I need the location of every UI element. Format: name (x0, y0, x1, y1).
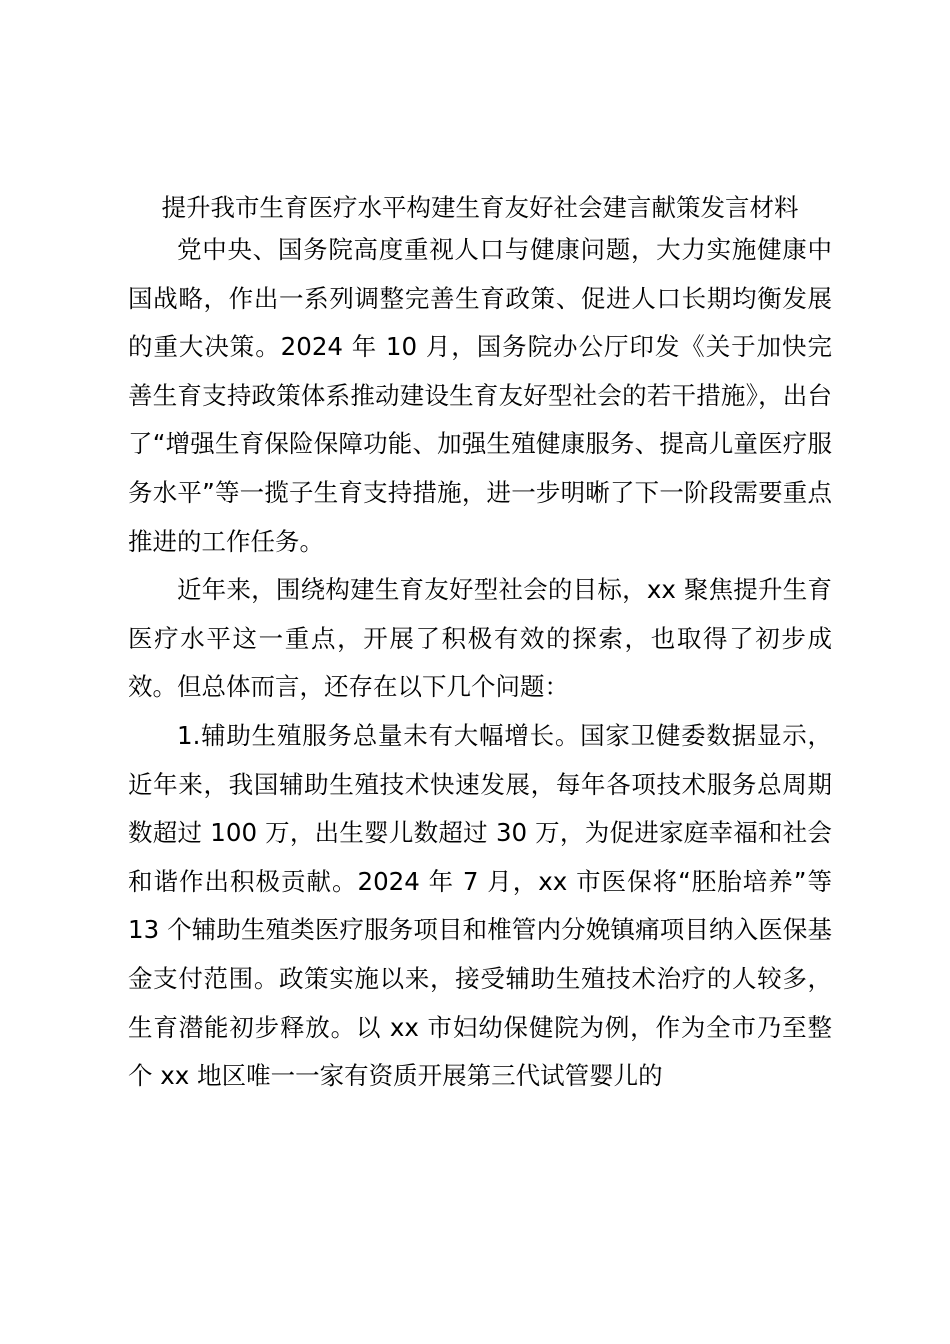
document-title: 提升我市生育医疗水平构建生育友好社会建言献策发言材料 (161, 193, 799, 222)
document-body (128, 184, 832, 1101)
paragraph-problems-intro: 近年来，围绕构建生育友好型社会的目标，xx 聚焦提升生育医疗水平这一重点，开展了积极有效的探索，也取得了初步成效。但总体而言，还存在以下几个问题： (128, 575, 832, 702)
paragraph-issue-1: 1.辅助生殖服务总量未有大幅增长。国家卫健委数据显示，近年来，我国辅助生殖技术快速发展，每年各项技术服务总周期数超过 100 万，出生婴儿数超过 30 万，为促进家庭幸福和社会和谐作出积极贡献。2024 年 7 月，xx 市医保将“胚胎培养”等 13 个辅助生殖类医疗服务项目和椎管内分娩镇痛项目纳入医保基金支付范围。政策实施以来，接受辅助生殖技术治疗的人较多，生育潜能初步释放。以 xx 市妇幼保健院为例，作为全市乃至整个 xx 地区唯一一家有资质开展第三代试管婴儿的 (128, 720, 832, 1091)
paragraph-policy-background: 党中央、国务院高度重视人口与健康问题，大力实施健康中国战略，作出一系列调整完善生育政策、促进人口长期均衡发展的重大决策。2024 年 10 月，国务院办公厅印发《关于加快完善生育支持政策体系推动建设生育友好型社会的若干措施》，出台了“增强生育保险保障功能、加强生殖健康服务、提高儿童医疗服务水平”等一揽子生育支持措施，进一步明晰了下一阶段需要重点推进的工作任务。 (128, 235, 832, 556)
